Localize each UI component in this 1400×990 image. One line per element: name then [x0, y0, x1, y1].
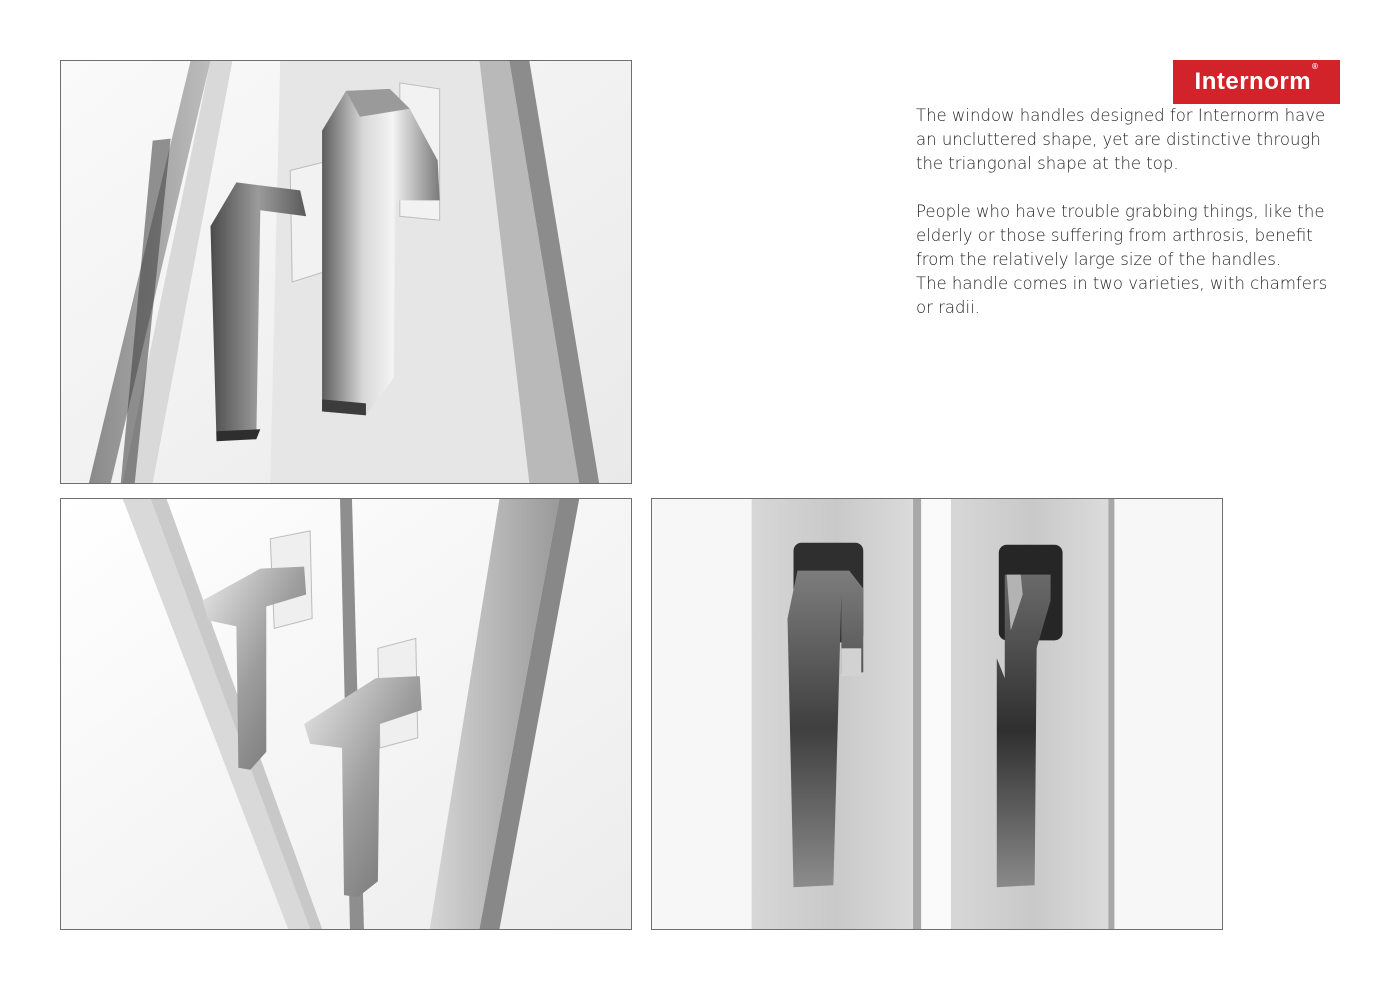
handles-front-illustration [652, 499, 1222, 929]
description-paragraph-3: The handle comes in two varieties, with chamfers or radii. [916, 274, 1328, 317]
description-text [916, 104, 1336, 320]
description-paragraph-2: People who have trouble grabbing things, like the elderly or those suffering from arthrosis, benefit from the relatively large size of the handles. [916, 202, 1325, 269]
render-image-bottom-right [651, 498, 1223, 930]
render-image-top [60, 60, 632, 484]
description-paragraph-1: The window handles designed for Internorm have an uncluttered shape, yet are distinctive through the triangonal shape at the top. [916, 106, 1326, 173]
registered-mark: ® [1312, 62, 1319, 71]
internorm-logo [1173, 60, 1340, 104]
handles-perspective-illustration [61, 61, 631, 483]
render-image-bottom-left [60, 498, 632, 930]
handles-angled-illustration [61, 499, 631, 929]
brand-name: Internorm [1194, 68, 1312, 95]
